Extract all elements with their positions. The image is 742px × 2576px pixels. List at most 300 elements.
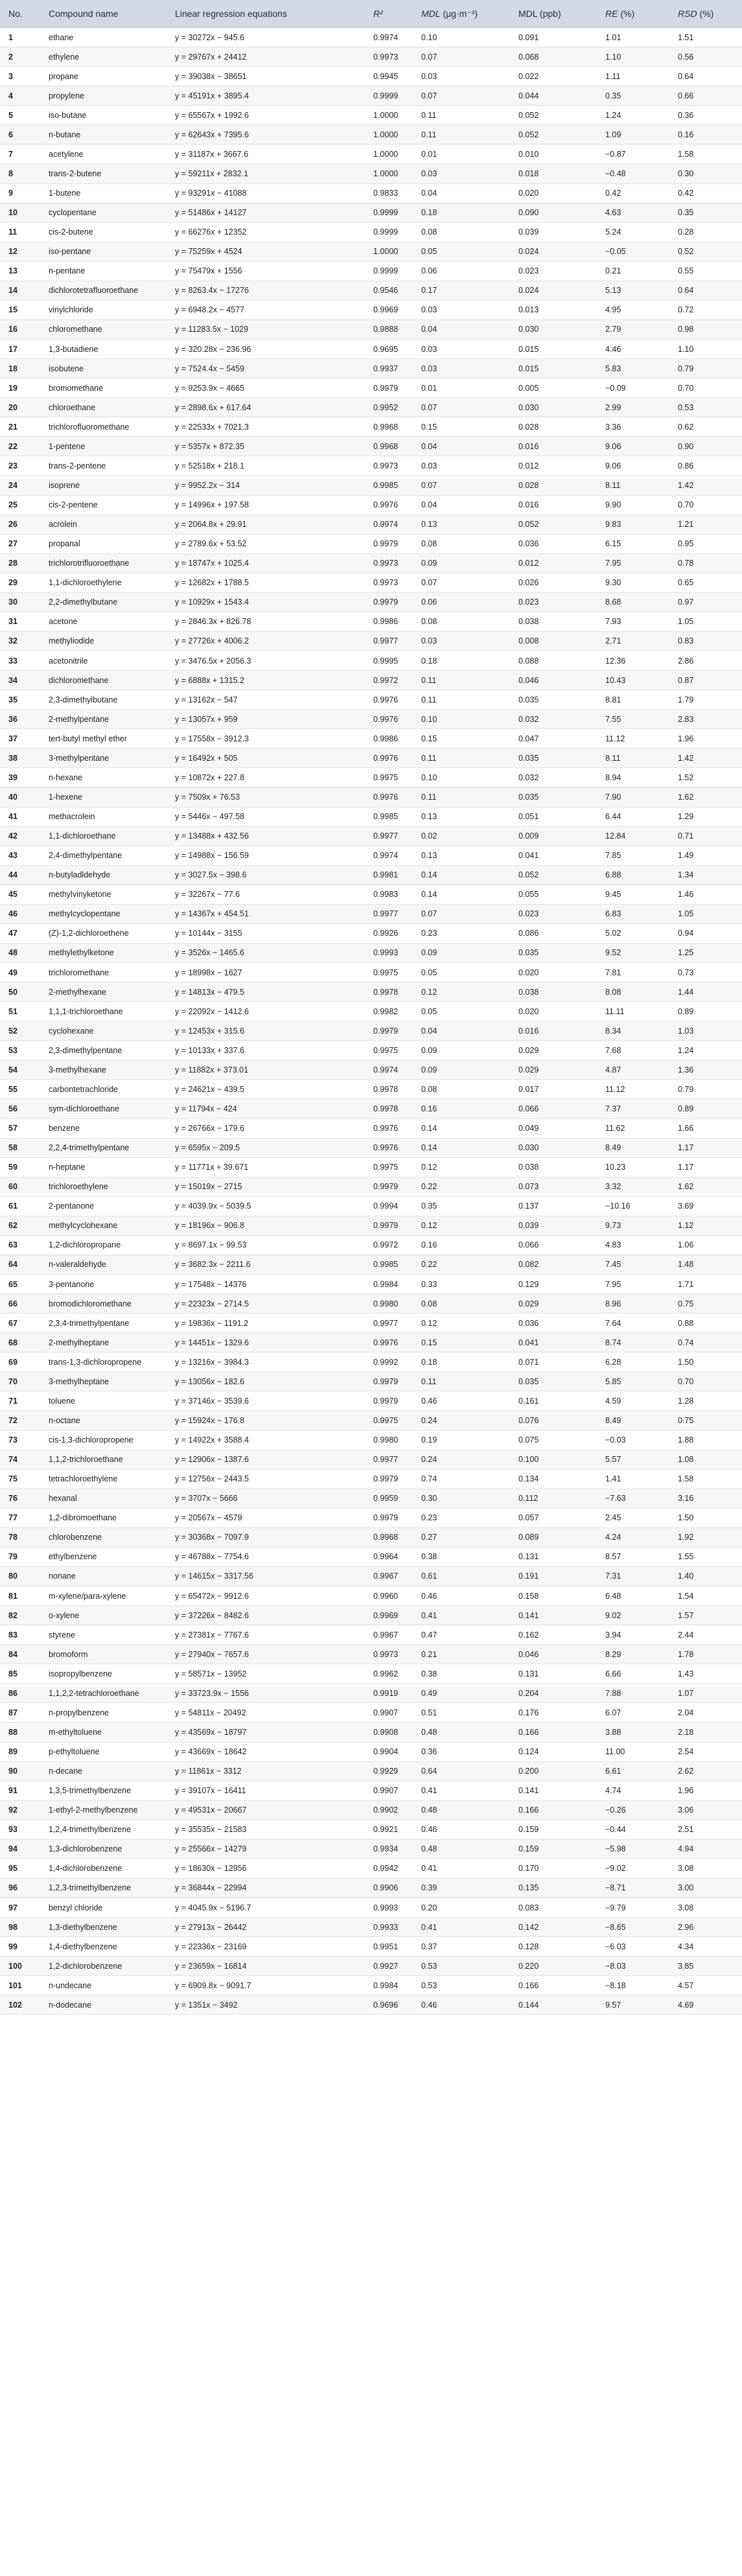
cell-re: 4.63: [597, 203, 669, 222]
cell-r2: 0.9546: [365, 281, 413, 300]
cell-compound-name: 1,2,4-trimethylbenzene: [40, 1820, 167, 1839]
table-row: [0, 671, 742, 690]
cell-mdl-ppb: 0.166: [510, 1723, 597, 1742]
cell-compound-name: ethylene: [40, 47, 167, 67]
cell-rsd: 0.86: [669, 456, 742, 476]
cell-regression: y = 12756x − 2443.5: [167, 1469, 365, 1489]
cell-no: 32: [0, 631, 40, 651]
cell-mdl-ppb: 0.052: [510, 515, 597, 534]
cell-regression: y = 39107x − 16411: [167, 1781, 365, 1800]
cell-no: 88: [0, 1723, 40, 1742]
cell-rsd: 1.96: [669, 1781, 742, 1800]
table-row: [0, 1391, 742, 1411]
cell-no: 46: [0, 904, 40, 923]
cell-rsd: 0.35: [669, 203, 742, 222]
cell-rsd: 0.74: [669, 1333, 742, 1352]
cell-r2: 1.0000: [365, 145, 413, 164]
cell-mdl-ppb: 0.131: [510, 1547, 597, 1566]
cell-regression: y = 12682x + 1788.5: [167, 573, 365, 592]
cell-mdl-ppb: 0.049: [510, 1119, 597, 1138]
cell-mdl-ppb: 0.091: [510, 28, 597, 47]
cell-r2: 0.9979: [365, 1391, 413, 1411]
cell-r2: 0.9983: [365, 885, 413, 904]
cell-re: 6.83: [597, 904, 669, 923]
cell-r2: 0.9919: [365, 1684, 413, 1703]
cell-re: 4.46: [597, 340, 669, 359]
cell-r2: 0.9969: [365, 300, 413, 319]
cell-no: 65: [0, 1275, 40, 1294]
cell-regression: y = 22533x + 7021.3: [167, 417, 365, 437]
cell-no: 81: [0, 1586, 40, 1606]
cell-no: 56: [0, 1099, 40, 1119]
cell-rsd: 1.07: [669, 1684, 742, 1703]
cell-r2: 0.9986: [365, 729, 413, 748]
cell-re: 6.61: [597, 1761, 669, 1781]
cell-mdl-ugm3: 0.38: [413, 1664, 510, 1684]
cell-mdl-ugm3: 0.27: [413, 1527, 510, 1547]
header-mdl-label: MDL: [421, 8, 441, 19]
cell-no: 38: [0, 748, 40, 768]
cell-compound-name: bromomethane: [40, 378, 167, 398]
cell-rsd: 0.95: [669, 534, 742, 553]
cell-no: 53: [0, 1041, 40, 1060]
cell-rsd: 1.36: [669, 1060, 742, 1080]
cell-mdl-ppb: 0.039: [510, 222, 597, 242]
cell-no: 83: [0, 1625, 40, 1645]
cell-regression: y = 20567x − 4579: [167, 1508, 365, 1527]
cell-re: 11.00: [597, 1742, 669, 1761]
cell-re: 7.37: [597, 1099, 669, 1119]
cell-mdl-ppb: 0.159: [510, 1820, 597, 1839]
cell-regression: y = 37226x − 8482.6: [167, 1606, 365, 1625]
cell-mdl-ugm3: 0.19: [413, 1430, 510, 1450]
table-row: [0, 1235, 742, 1255]
cell-rsd: 0.71: [669, 826, 742, 846]
cell-compound-name: iso-pentane: [40, 242, 167, 261]
table-body: [0, 28, 742, 2015]
cell-re: 8.11: [597, 748, 669, 768]
cell-no: 1: [0, 28, 40, 47]
cell-regression: y = 17558x − 3912.3: [167, 729, 365, 748]
header-re-label: RE: [605, 8, 618, 19]
cell-regression: y = 14813x − 479.5: [167, 982, 365, 1002]
cell-no: 39: [0, 768, 40, 787]
cell-rsd: 1.51: [669, 28, 742, 47]
cell-re: 2.79: [597, 319, 669, 339]
table-row: [0, 476, 742, 495]
cell-r2: 0.9976: [365, 710, 413, 729]
cell-rsd: 1.78: [669, 1645, 742, 1664]
cell-mdl-ppb: 0.086: [510, 923, 597, 943]
cell-r2: 0.9992: [365, 1352, 413, 1372]
cell-mdl-ppb: 0.012: [510, 553, 597, 573]
cell-re: 7.88: [597, 1684, 669, 1703]
cell-re: −0.26: [597, 1800, 669, 1820]
table-row: [0, 651, 742, 671]
table-row: [0, 1469, 742, 1489]
cell-rsd: 4.57: [669, 1976, 742, 1995]
cell-rsd: 0.87: [669, 671, 742, 690]
cell-compound-name: cyclopentane: [40, 203, 167, 222]
cell-mdl-ugm3: 0.11: [413, 690, 510, 710]
cell-re: 7.93: [597, 612, 669, 631]
cell-mdl-ppb: 0.131: [510, 1664, 597, 1684]
cell-re: 4.24: [597, 1527, 669, 1547]
cell-r2: 0.9980: [365, 1430, 413, 1450]
cell-regression: y = 43569x − 18797: [167, 1723, 365, 1742]
cell-compound-name: hexanal: [40, 1489, 167, 1508]
cell-r2: 0.9937: [365, 359, 413, 378]
table-row: [0, 612, 742, 631]
cell-re: 11.62: [597, 1119, 669, 1138]
table-row: [0, 807, 742, 826]
cell-mdl-ppb: 0.066: [510, 1099, 597, 1119]
cell-re: 3.88: [597, 1723, 669, 1742]
cell-mdl-ugm3: 0.08: [413, 1080, 510, 1099]
cell-r2: 0.9978: [365, 982, 413, 1002]
cell-re: −10.16: [597, 1196, 669, 1216]
table-row: [0, 1314, 742, 1333]
cell-mdl-ppb: 0.046: [510, 671, 597, 690]
cell-mdl-ppb: 0.015: [510, 340, 597, 359]
cell-regression: y = 18998x − 1627: [167, 963, 365, 982]
table-row: [0, 1157, 742, 1177]
cell-no: 76: [0, 1489, 40, 1508]
cell-rsd: 0.90: [669, 437, 742, 456]
table-row: [0, 1820, 742, 1839]
cell-rsd: 0.52: [669, 242, 742, 261]
cell-compound-name: methylvinyketone: [40, 885, 167, 904]
cell-mdl-ppb: 0.144: [510, 1995, 597, 2015]
cell-regression: y = 27940x − 7657.6: [167, 1645, 365, 1664]
table-row: [0, 359, 742, 378]
cell-mdl-ugm3: 0.09: [413, 553, 510, 573]
cell-compound-name: 1-pentene: [40, 437, 167, 456]
cell-r2: 0.9968: [365, 417, 413, 437]
cell-re: 1.01: [597, 28, 669, 47]
cell-regression: y = 5357x + 872.35: [167, 437, 365, 456]
cell-rsd: 1.49: [669, 846, 742, 865]
cell-rsd: 1.62: [669, 1177, 742, 1196]
cell-regression: y = 27726x + 4006.2: [167, 631, 365, 651]
cell-no: 63: [0, 1235, 40, 1255]
cell-no: 50: [0, 982, 40, 1002]
cell-re: 6.88: [597, 865, 669, 885]
cell-compound-name: m-xylene/para-xylene: [40, 1586, 167, 1606]
cell-mdl-ugm3: 0.22: [413, 1177, 510, 1196]
table-row: [0, 1878, 742, 1897]
cell-re: 0.35: [597, 86, 669, 106]
cell-compound-name: cyclohexane: [40, 1021, 167, 1041]
cell-compound-name: 2,3-dimethylbutane: [40, 690, 167, 710]
cell-mdl-ppb: 0.030: [510, 398, 597, 417]
table-row: [0, 1060, 742, 1080]
cell-rsd: 1.46: [669, 885, 742, 904]
cell-mdl-ppb: 0.135: [510, 1878, 597, 1897]
cell-re: 7.55: [597, 710, 669, 729]
cell-compound-name: 2-methylpentane: [40, 710, 167, 729]
cell-mdl-ugm3: 0.14: [413, 1119, 510, 1138]
cell-r2: 0.9942: [365, 1859, 413, 1878]
cell-regression: y = 24621x − 439.5: [167, 1080, 365, 1099]
cell-mdl-ugm3: 0.07: [413, 573, 510, 592]
cell-rsd: 1.55: [669, 1547, 742, 1566]
cell-mdl-ppb: 0.100: [510, 1450, 597, 1469]
cell-re: 4.83: [597, 1235, 669, 1255]
cell-compound-name: 1,3-diethylbenzene: [40, 1918, 167, 1937]
cell-re: −8.18: [597, 1976, 669, 1995]
cell-mdl-ugm3: 0.15: [413, 1333, 510, 1352]
cell-mdl-ppb: 0.082: [510, 1255, 597, 1274]
cell-mdl-ugm3: 0.64: [413, 1761, 510, 1781]
cell-compound-name: benzyl chloride: [40, 1898, 167, 1918]
cell-r2: 0.9976: [365, 1138, 413, 1157]
cell-mdl-ppb: 0.052: [510, 125, 597, 145]
cell-r2: 0.9977: [365, 1450, 413, 1469]
cell-mdl-ugm3: 0.35: [413, 1196, 510, 1216]
cell-mdl-ugm3: 0.13: [413, 807, 510, 826]
cell-mdl-ppb: 0.016: [510, 495, 597, 515]
cell-no: 93: [0, 1820, 40, 1839]
cell-no: 8: [0, 164, 40, 183]
cell-no: 49: [0, 963, 40, 982]
cell-mdl-ugm3: 0.30: [413, 1489, 510, 1508]
header-r2-label: R²: [373, 8, 383, 19]
cell-compound-name: 3-methylheptane: [40, 1372, 167, 1391]
cell-mdl-ppb: 0.220: [510, 1956, 597, 1976]
cell-re: 9.57: [597, 1995, 669, 2015]
cell-re: 4.74: [597, 1781, 669, 1800]
cell-re: 8.11: [597, 476, 669, 495]
cell-regression: y = 6595x − 209.5: [167, 1138, 365, 1157]
table-row: [0, 67, 742, 86]
cell-mdl-ppb: 0.038: [510, 612, 597, 631]
cell-compound-name: methacrolein: [40, 807, 167, 826]
cell-compound-name: p-ethyltoluene: [40, 1742, 167, 1761]
cell-r2: 0.9934: [365, 1839, 413, 1859]
cell-no: 33: [0, 651, 40, 671]
cell-rsd: 0.83: [669, 631, 742, 651]
table-row: [0, 1995, 742, 2015]
table-row: [0, 826, 742, 846]
cell-no: 40: [0, 787, 40, 807]
cell-compound-name: n-valeraldehyde: [40, 1255, 167, 1274]
cell-compound-name: methylethylketone: [40, 943, 167, 962]
cell-no: 85: [0, 1664, 40, 1684]
cell-rsd: 0.75: [669, 1411, 742, 1430]
cell-regression: y = 75479x + 1556: [167, 261, 365, 281]
cell-mdl-ugm3: 0.04: [413, 1021, 510, 1041]
cell-mdl-ppb: 0.008: [510, 631, 597, 651]
cell-no: 71: [0, 1391, 40, 1411]
cell-re: 6.15: [597, 534, 669, 553]
cell-r2: 0.9696: [365, 1995, 413, 2015]
table-row: [0, 1333, 742, 1352]
cell-r2: 0.9968: [365, 437, 413, 456]
cell-mdl-ppb: 0.057: [510, 1508, 597, 1527]
table-row: [0, 1196, 742, 1216]
cell-mdl-ppb: 0.035: [510, 690, 597, 710]
cell-mdl-ppb: 0.024: [510, 242, 597, 261]
cell-regression: y = 2789.6x + 53.52: [167, 534, 365, 553]
cell-re: 4.95: [597, 300, 669, 319]
cell-rsd: 1.24: [669, 1041, 742, 1060]
cell-mdl-ugm3: 0.04: [413, 319, 510, 339]
cell-re: 7.95: [597, 1275, 669, 1294]
cell-mdl-ugm3: 0.33: [413, 1275, 510, 1294]
cell-mdl-ugm3: 0.06: [413, 592, 510, 612]
cell-rsd: 1.48: [669, 1255, 742, 1274]
cell-rsd: 1.66: [669, 1119, 742, 1138]
cell-regression: y = 35535x − 21583: [167, 1820, 365, 1839]
cell-mdl-ppb: 0.032: [510, 710, 597, 729]
cell-re: −8.03: [597, 1956, 669, 1976]
cell-mdl-ppb: 0.010: [510, 145, 597, 164]
cell-compound-name: 2,4-dimethylpentane: [40, 846, 167, 865]
cell-re: 8.68: [597, 592, 669, 612]
cell-mdl-ppb: 0.016: [510, 1021, 597, 1041]
cell-no: 94: [0, 1839, 40, 1859]
cell-regression: y = 11861x − 3312: [167, 1761, 365, 1781]
cell-rsd: 1.42: [669, 476, 742, 495]
cell-no: 27: [0, 534, 40, 553]
cell-re: −9.79: [597, 1898, 669, 1918]
cell-r2: 1.0000: [365, 164, 413, 183]
cell-mdl-ppb: 0.066: [510, 1235, 597, 1255]
table-row: [0, 456, 742, 476]
cell-regression: y = 320.28x − 236.96: [167, 340, 365, 359]
cell-re: 9.06: [597, 456, 669, 476]
cell-no: 37: [0, 729, 40, 748]
cell-re: 11.12: [597, 1080, 669, 1099]
cell-regression: y = 17548x − 14376: [167, 1275, 365, 1294]
cell-r2: 0.9979: [365, 592, 413, 612]
cell-rsd: 3.08: [669, 1898, 742, 1918]
cell-mdl-ugm3: 0.18: [413, 203, 510, 222]
cell-mdl-ugm3: 0.41: [413, 1918, 510, 1937]
cell-mdl-ppb: 0.038: [510, 1157, 597, 1177]
cell-mdl-ugm3: 0.10: [413, 710, 510, 729]
cell-r2: 0.9921: [365, 1820, 413, 1839]
cell-re: 7.68: [597, 1041, 669, 1060]
cell-r2: 0.9985: [365, 1255, 413, 1274]
cell-regression: y = 43669x − 18642: [167, 1742, 365, 1761]
cell-mdl-ppb: 0.005: [510, 378, 597, 398]
cell-compound-name: 1-butene: [40, 183, 167, 203]
cell-mdl-ugm3: 0.41: [413, 1781, 510, 1800]
table-row: [0, 106, 742, 125]
cell-re: 1.09: [597, 125, 669, 145]
cell-r2: 0.9962: [365, 1664, 413, 1684]
cell-no: 17: [0, 340, 40, 359]
cell-regression: y = 10872x + 227.8: [167, 768, 365, 787]
cell-compound-name: 1,2,3-trimethylbenzene: [40, 1878, 167, 1897]
cell-no: 64: [0, 1255, 40, 1274]
cell-rsd: 0.89: [669, 1099, 742, 1119]
table-row: [0, 145, 742, 164]
cell-compound-name: iso-butane: [40, 106, 167, 125]
cell-regression: y = 52518x + 218.1: [167, 456, 365, 476]
cell-mdl-ppb: 0.068: [510, 47, 597, 67]
table-row: [0, 437, 742, 456]
cell-re: 8.49: [597, 1138, 669, 1157]
cell-mdl-ugm3: 0.48: [413, 1839, 510, 1859]
cell-regression: y = 4045.9x − 5196.7: [167, 1898, 365, 1918]
cell-rsd: 2.04: [669, 1703, 742, 1723]
table-row: [0, 1742, 742, 1761]
table-row: [0, 923, 742, 943]
cell-mdl-ppb: 0.009: [510, 826, 597, 846]
cell-mdl-ppb: 0.158: [510, 1586, 597, 1606]
cell-mdl-ppb: 0.141: [510, 1781, 597, 1800]
cell-rsd: 1.58: [669, 145, 742, 164]
cell-r2: 0.9975: [365, 1041, 413, 1060]
cell-regression: y = 11771x + 39.671: [167, 1157, 365, 1177]
cell-regression: y = 14367x + 454.51: [167, 904, 365, 923]
cell-compound-name: chlorobenzene: [40, 1527, 167, 1547]
cell-regression: y = 13056x − 182.6: [167, 1372, 365, 1391]
cell-compound-name: cis-2-pentene: [40, 495, 167, 515]
cell-no: 98: [0, 1918, 40, 1937]
cell-no: 44: [0, 865, 40, 885]
cell-no: 5: [0, 106, 40, 125]
table-row: [0, 1859, 742, 1878]
cell-no: 86: [0, 1684, 40, 1703]
table-row: [0, 183, 742, 203]
cell-re: 5.85: [597, 1372, 669, 1391]
cell-r2: 1.0000: [365, 125, 413, 145]
cell-rsd: 0.53: [669, 398, 742, 417]
cell-r2: 0.9888: [365, 319, 413, 339]
cell-mdl-ugm3: 0.39: [413, 1878, 510, 1897]
cell-regression: y = 46788x − 7754.6: [167, 1547, 365, 1566]
cell-r2: 0.9959: [365, 1489, 413, 1508]
cell-regression: y = 23659x − 16814: [167, 1956, 365, 1976]
header-mdl-ugm3: [413, 0, 510, 28]
cell-r2: 0.9974: [365, 1060, 413, 1080]
cell-mdl-ugm3: 0.03: [413, 67, 510, 86]
cell-compound-name: trichloroethylene: [40, 1177, 167, 1196]
cell-mdl-ppb: 0.191: [510, 1566, 597, 1586]
cell-re: 9.30: [597, 573, 669, 592]
cell-r2: 0.9976: [365, 1119, 413, 1138]
cell-r2: 0.9979: [365, 1469, 413, 1489]
cell-regression: y = 22336x − 23169: [167, 1937, 365, 1956]
table-row: [0, 319, 742, 339]
table-row: [0, 963, 742, 982]
cell-re: 8.29: [597, 1645, 669, 1664]
cell-regression: y = 2064.8x + 29.91: [167, 515, 365, 534]
cell-regression: y = 15924x − 176.8: [167, 1411, 365, 1430]
cell-rsd: 2.86: [669, 651, 742, 671]
cell-r2: 0.9968: [365, 1527, 413, 1547]
cell-re: 1.11: [597, 67, 669, 86]
cell-no: 21: [0, 417, 40, 437]
cell-rsd: 1.88: [669, 1430, 742, 1450]
cell-no: 100: [0, 1956, 40, 1976]
cell-compound-name: 2-methylheptane: [40, 1333, 167, 1352]
cell-compound-name: 1-hexene: [40, 787, 167, 807]
cell-r2: 1.0000: [365, 106, 413, 125]
cell-compound-name: 2,3-dimethylpentane: [40, 1041, 167, 1060]
table-row: [0, 690, 742, 710]
cell-mdl-ugm3: 0.12: [413, 1157, 510, 1177]
cell-re: −8.71: [597, 1878, 669, 1897]
cell-re: 6.28: [597, 1352, 669, 1372]
cell-no: 59: [0, 1157, 40, 1177]
cell-mdl-ugm3: 0.07: [413, 86, 510, 106]
cell-re: −9.02: [597, 1859, 669, 1878]
